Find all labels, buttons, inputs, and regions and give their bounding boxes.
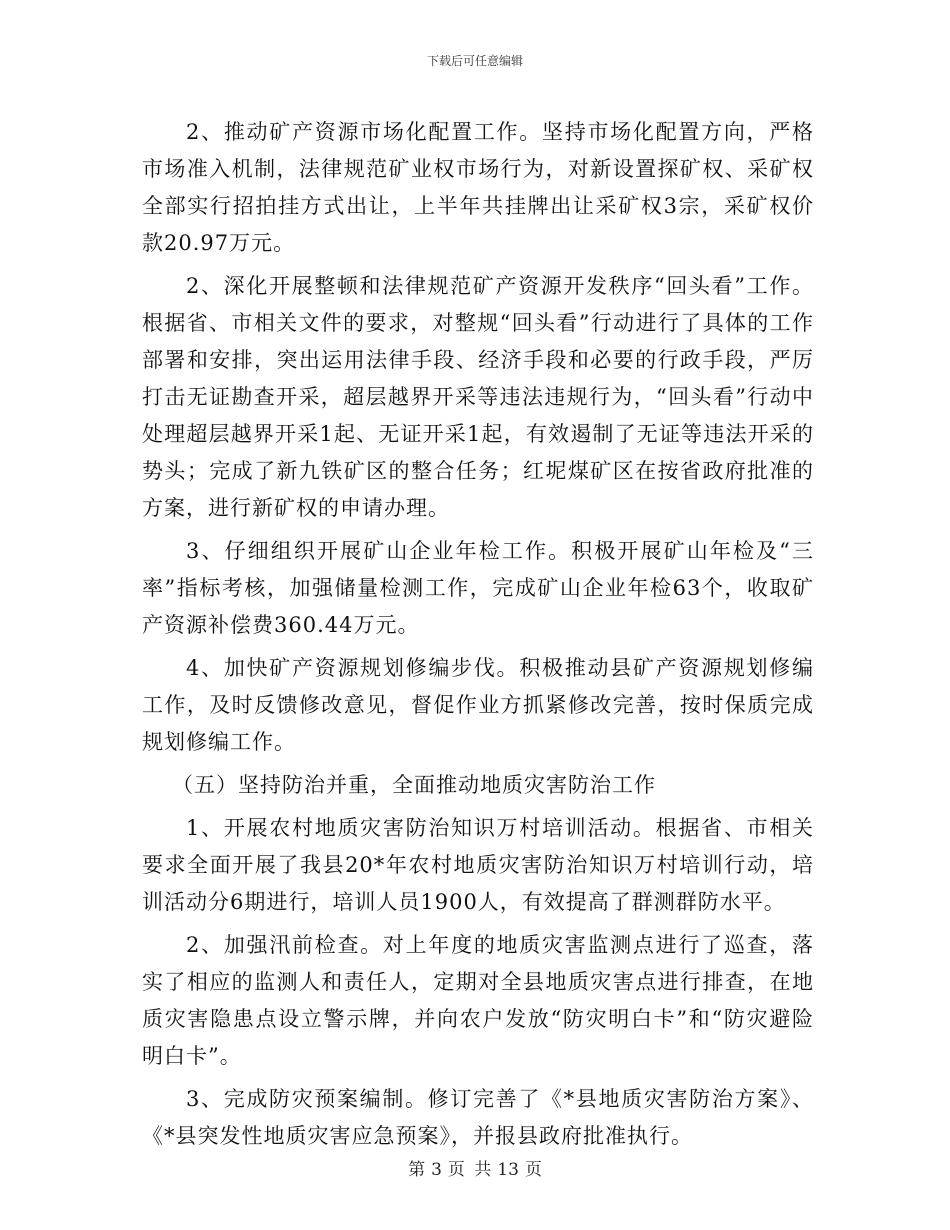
- paragraph-mining-order-review: 2、深化开展整顿和法律规范矿产资源开发秩序“回头看”工作。根据省、市相关文件的要求，对整规“回头看”行动进行了具体的工作部署和安排，突出运用法律手段、经济手段和必要的行政手段，严厉打击无证勘查开采，超层越界开采等违法违规行为，“回头看”行动中处理超层越界开采1起、无证开采1起，有效遏制了无证等违法开采的势头；完成了新九铁矿区的整合任务；红坭煤矿区在按省政府批准的方案，进行新矿权的申请办理。: [142, 274, 814, 520]
- section-heading-disaster-prevention: （五）坚持防治并重，全面推动地质灾害防治工作: [172, 773, 656, 797]
- paragraph-emergency-plan: 3、完成防灾预案编制。修订完善了《*县地质灾害防治方案》、《*县突发性地质灾害应急预案》，并报县政府批准执行。: [142, 1087, 814, 1148]
- paragraph-annual-inspection: 3、仔细组织开展矿山企业年检工作。积极开展矿山年检及“三率”指标考核，加强储量检测工作，完成矿山企业年检63个，收取矿产资源补偿费360.44万元。: [142, 539, 814, 637]
- document-body: [142, 114, 814, 1161]
- footer-middle: 页 共: [447, 1160, 492, 1180]
- page-header: 下载后可任意编辑: [426, 54, 523, 68]
- paragraph-flood-inspection: 2、加强汛前检查。对上年度的地质灾害监测点进行了巡查，落实了相应的监测人和责任人，定期对全县地质灾害点进行排查，在地质灾害隐患点设立警示牌，并向农户发放“防灾明白卡”和“防灾避险明白卡”。: [142, 933, 814, 1068]
- paragraph-village-training: 1、开展农村地质灾害防治知识万村培训活动。根据省、市相关要求全面开展了我县20*年农村地质灾害防治知识万村培训行动，培训活动分6期进行，培训人员1900人，有效提高了群测群防水平。: [142, 816, 814, 914]
- footer-total-pages: 13: [497, 1160, 519, 1180]
- footer-prefix: 第: [408, 1160, 426, 1180]
- page-footer: [0, 1155, 950, 1180]
- paragraph-planning-revision: 4、加快矿产资源规划修编步伐。积极推动县矿产资源规划修编工作，及时反馈修改意见，督促作业方抓紧修改完善，按时保质完成规划修编工作。: [142, 656, 814, 754]
- footer-page-number: 3: [431, 1160, 442, 1180]
- paragraph-mining-market: 2、推动矿产资源市场化配置工作。坚持市场化配置方向，严格市场准入机制，法律规范矿业权市场行为，对新设置探矿权、采矿权全部实行招拍挂方式出让，上半年共挂牌出让采矿权3宗，采矿权价款20.97万元。: [142, 120, 814, 255]
- footer-suffix: 页: [524, 1160, 542, 1180]
